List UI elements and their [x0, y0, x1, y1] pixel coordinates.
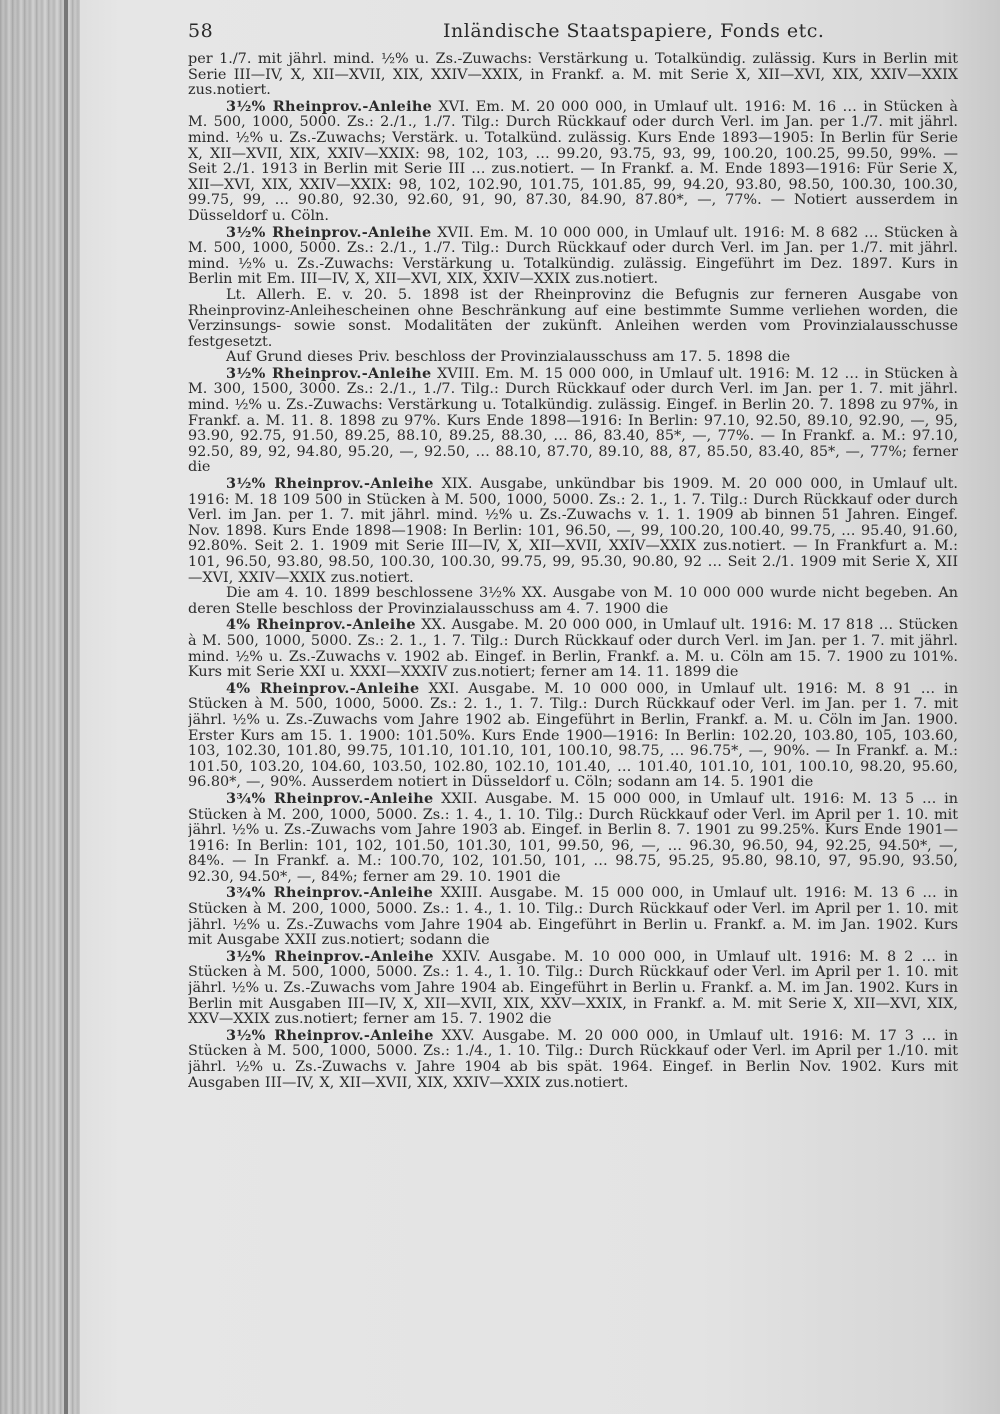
loan-title: 3½% Rheinprov.-Anleihe [226, 1026, 434, 1044]
paragraph-text: XVII. Em. M. 10 000 000, in Umlauf ult. 1916: M. 8 682 … Stücken à M. 500, 1000, 5000. Zs.: 2./1., 1./7. Tilg.: Durch Rückkauf oder durch Verl. im Jan. per 1./7. mit jährl. mind. ½% u. Zs.-Zuwachs: Verstärkung u. Totalkündig. zulässig. Eingeführt im Dez. 1897. Kurs in Berlin mit Em. III—IV, X, XII—XVI, XIX, XXIV—XXIX zus.notiert. [188, 224, 958, 288]
loan-title: 4% Rheinprov.-Anleihe [226, 679, 420, 697]
running-title: Inländische Staatspapiere, Fonds etc. [443, 20, 825, 42]
paragraph-text: XXIII. Ausgabe. M. 15 000 000, in Umlauf ult. 1916: M. 13 6 … in Stücken à M. 200, 1000, 5000. Zs.: 1. 4., 1. 10. Tilg.: Durch Rückkauf oder Verl. im April per 1. 10. mit jährl. ½% u. Zs.-Zuwachs vom Jahre 1904 ab. Eingeführt in Berlin u. Frankf. a. M. im Jan. 1902. Kurs mit Ausgabe XXII zus.notiert; sodann die [188, 885, 958, 949]
paragraph-8 [188, 617, 958, 680]
binding-shadow-line [64, 0, 68, 1414]
paragraph-0 [188, 52, 958, 99]
paragraph-text: XXV. Ausgabe. M. 20 000 000, in Umlauf ult. 1916: M. 17 3 … in Stücken à M. 500, 1000, 5000. Zs.: 1./4., 1. 10. Tilg.: Durch Rückkauf oder Verl. im April per 1./10. mit jährl. ½% u. Zs.-Zuwachs v. Jahre 1904 ab bis spät. 1964. Eingef. in Berlin Nov. 1902. Kurs mit Ausgaben III—IV, X, XII—XVII, XIX, XXIV—XXIX zus.notiert. [188, 1027, 958, 1091]
paragraph-text: XXII. Ausgabe. M. 15 000 000, in Umlauf ult. 1916: M. 13 5 … in Stücken à M. 200, 1000, 5000. Zs.: 1. 4., 1. 10. Tilg.: Durch Rückkauf oder Verl. im April per 1. 10. mit jährl. ½% u. Zs.-Zuwachs vom Jahre 1903 ab. Eingef. in Berlin 8. 7. 1901 zu 99.25%. Kurs Ende 1901—1916: In Berlin: 101, 102, 101.50, 101.30, 101, 99.50, 96, —, … 96.30, 96.50, 94, 92.25, 94.50*, —, 84%. — In Frankf. a. M.: 100.70, 102, 101.50, 101, … 98.75, 95.25, 95.80, 98.10, 97, 95.90, 93.50, 92.30, 94.50*, —, 84%; ferner am 29. 10. 1901 die [188, 790, 958, 885]
paragraph-13 [188, 1028, 958, 1091]
paragraph-text: XXIV. Ausgabe. M. 10 000 000, in Umlauf ult. 1916: M. 8 2 … in Stücken à M. 500, 1000, 5000. Zs.: 1. 4., 1. 10. Tilg.: Durch Rückkauf oder Verl. im April per 1. 10. mit jährl. ½% u. Zs.-Zuwachs vom Jahre 1904 ab. Eingeführt in Berlin u. Frankf. a. M. im Jan. 1902. Kurs in Berlin mit Ausgaben III—IV, X, XII—XVII, XIX, XXV—XXIX, in Frankf. a. M. mit Serie X, XII—XVI, XIX, XXV—XXIX zus.notiert; ferner am 15. 7. 1902 die [188, 948, 958, 1028]
document-page [188, 12, 958, 1407]
paragraph-2 [188, 225, 958, 288]
page-number: 58 [188, 20, 214, 42]
paragraph-11 [188, 885, 958, 948]
paragraph-10 [188, 791, 958, 886]
loan-title: 3½% Rheinprov.-Anleihe [226, 947, 434, 965]
paragraph-4 [188, 350, 958, 366]
paragraph-1 [188, 99, 958, 225]
loan-title: 3¾% Rheinprov.-Anleihe [226, 789, 434, 807]
loan-title: 3½% Rheinprov.-Anleihe [226, 364, 432, 382]
book-binding-edge [0, 0, 80, 1414]
paragraph-6 [188, 476, 958, 586]
loan-title: 3¾% Rheinprov.-Anleihe [226, 884, 434, 902]
paragraph-text: XVI. Em. M. 20 000 000, in Umlauf ult. 1916: M. 16 … in Stücken à M. 500, 1000, 5000. Zs.: 2./1., 1./7. Tilg.: Durch Rückkauf oder durch Verl. im Jan. per 1./7. mit jährl. mind. ½% u. Zs.-Zuwachs; Verstärk. u. Totalkünd. zulässig. Kurs Ende 1893—1905: In Berlin für Serie X, XII—XVII, XIX, XXIV—XXIX: 98, 102, 103, … 99.20, 93.75, 93, 99, 100.20, 100.25, 99.50, 99%. — Seit 2./1. 1913 in Berlin mit Serie III … zus.notiert. — In Frankf. a. M. Ende 1893—1916: Für Serie X, XII—XVI, XIX, XXIV—XXIX: 98, 102, 102.90, 101.75, 101.85, 99, 94.20, 93.80, 98.50, 100.30, 100.30, 99.75, 99, … 90.80, 92.30, 92.60, 91, 90, 87.30, 84.90, 87.80*, —, 77%. — Notiert ausserdem in Düsseldorf u. Cöln. [188, 98, 958, 224]
paragraph-text: Lt. Allerh. E. v. 20. 5. 1898 ist der Rheinprovinz die Befugnis zur ferneren Ausgabe von Rheinprovinz-Anleihescheinen ohne Beschränkung auf eine bestimmte Summe verliehen worden, die Verzinsungs- sowie sonst. Modalitäten der zukünft. Anleihen werden vom Provinzialausschusse festgesetzt. [188, 286, 958, 350]
paragraph-5 [188, 366, 958, 476]
running-header [188, 12, 958, 52]
paragraph-text: XX. Ausgabe. M. 20 000 000, in Umlauf ult. 1916: M. 17 818 … Stücken à M. 500, 1000, 5000. Zs.: 2. 1., 1. 7. Tilg.: Durch Rückkauf oder durch Verl. im Jan. per 1. 7. mit jährl. mind. ½% u. Zs.-Zuwachs v. 1902 ab. Eingef. in Berlin, Frankf. a. M. u. Cöln am 15. 7. 1900 zu 101%. Kurs mit Serie XXI u. XXXI—XXXIV zus.notiert; ferner am 14. 11. 1899 die [188, 617, 958, 681]
paragraph-text: Auf Grund dieses Priv. beschloss der Provinzialausschuss am 17. 5. 1898 die [226, 349, 791, 366]
paragraph-text: per 1./7. mit jährl. mind. ½% u. Zs.-Zuwachs: Verstärkung u. Totalkündig. zulässig. Kurs in Berlin mit Serie III—IV, X, XII—XVII, XIX, XXIV—XXIX, in Frankf. a. M. mit Serie X, XII—XVI, XIX, XXIV—XXIX zus.notiert. [188, 51, 958, 99]
paragraph-text: XVIII. Em. M. 15 000 000, in Umlauf ult. 1916: M. 12 … in Stücken à M. 300, 1500, 3000. Zs.: 2./1., 1./7. Tilg.: Durch Rückkauf oder durch Verl. im Jan. per 1. 7. mit jährl. mind. ½% u. Zs.-Zuwachs: Verstärkung u. Totalkündig. zulässig. Eingef. in Berlin 20. 7. 1898 zu 97%, in Frankf. a. M. 11. 8. 1898 zu 97%. Kurs Ende 1898—1916: In Berlin: 97.10, 92.50, 89.10, 92.90, —, 95, 93.90, 92.75, 91.50, 89.25, 88.10, 89.25, 88.30, … 86, 83.40, 85*, —, 77%. — In Frankf. a. M.: 97.10, 92.50, 89, 92, 94.80, 95.20, —, 92.50, … 88.10, 87.70, 89.10, 88, 87, 85.50, 83.40, 85*, —, 77%; ferner die [188, 365, 958, 476]
loan-title: 3½% Rheinprov.-Anleihe [226, 223, 432, 241]
loan-title: 3½% Rheinprov.-Anleihe [226, 475, 434, 493]
loan-title: 3½% Rheinprov.-Anleihe [226, 97, 433, 115]
paragraph-3 [188, 288, 958, 350]
paragraph-text: XIX. Ausgabe, unkündbar bis 1909. M. 20 000 000, in Umlauf ult. 1916: M. 18 109 500 in Stücken à M. 500, 1000, 5000. Zs.: 2. 1., 1. 7. Tilg.: Durch Rückkauf oder durch Verl. im Jan. per 1. 7. mit jährl. mind. ½% u. Zs.-Zuwachs v. 1. 1. 1909 ab binnen 51 Jahren. Eingef. Nov. 1898. Kurs Ende 1898—1908: In Berlin: 101, 96.50, —, 99, 100.20, 100.40, 99.75, … 95.40, 91.60, 92.80%. Seit 2. 1. 1909 mit Serie III—IV, X, XII—XVII, XXIV—XXIX zus.notiert. — In Frankfurt a. M.: 101, 96.50, 93.80, 98.50, 100.30, 100.30, 99.75, 99, 95.30, 90.80, 92 … Seit 2./1. 1909 mit Serie X, XII—XVI, XXIV—XXIX zus.notiert. [188, 476, 958, 586]
paragraph-9 [188, 681, 958, 791]
loan-title: 4% Rheinprov.-Anleihe [226, 616, 416, 634]
paragraph-text: Die am 4. 10. 1899 beschlossene 3½% XX. Ausgabe von M. 10 000 000 wurde nicht begeben. An deren Stelle beschloss der Provinzialausschuss am 4. 7. 1900 die [188, 585, 958, 617]
paragraph-12 [188, 949, 958, 1028]
paragraph-7 [188, 586, 958, 617]
paragraph-text: XXI. Ausgabe. M. 10 000 000, in Umlauf ult. 1916: M. 8 91 … in Stücken à M. 500, 1000, 5000. Zs.: 2. 1., 1. 7. Tilg.: Durch Rückkauf oder Verl. im Jan. per 1. 7. mit jährl. ½% u. Zs.-Zuwachs vom Jahre 1902 ab. Eingeführt in Berlin, Frankf. a. M. u. Cöln im Jan. 1900. Erster Kurs am 15. 1. 1900: 101.50%. Kurs Ende 1900—1916: In Berlin: 102.20, 103.80, 105, 103.60, 103, 102.30, 101.80, 99.75, 101.10, 101.10, 101, 100.10, 98.75, … 96.75*, —, 90%. — In Frankf. a. M.: 101.50, 103.20, 104.60, 103.50, 102.80, 102.10, 101.40, … 101.40, 101.10, 101, 100.10, 98.20, 95.60, 96.80*, —, 90%. Ausserdem notiert in Düsseldorf u. Cöln; sodann am 14. 5. 1901 die [188, 680, 958, 791]
